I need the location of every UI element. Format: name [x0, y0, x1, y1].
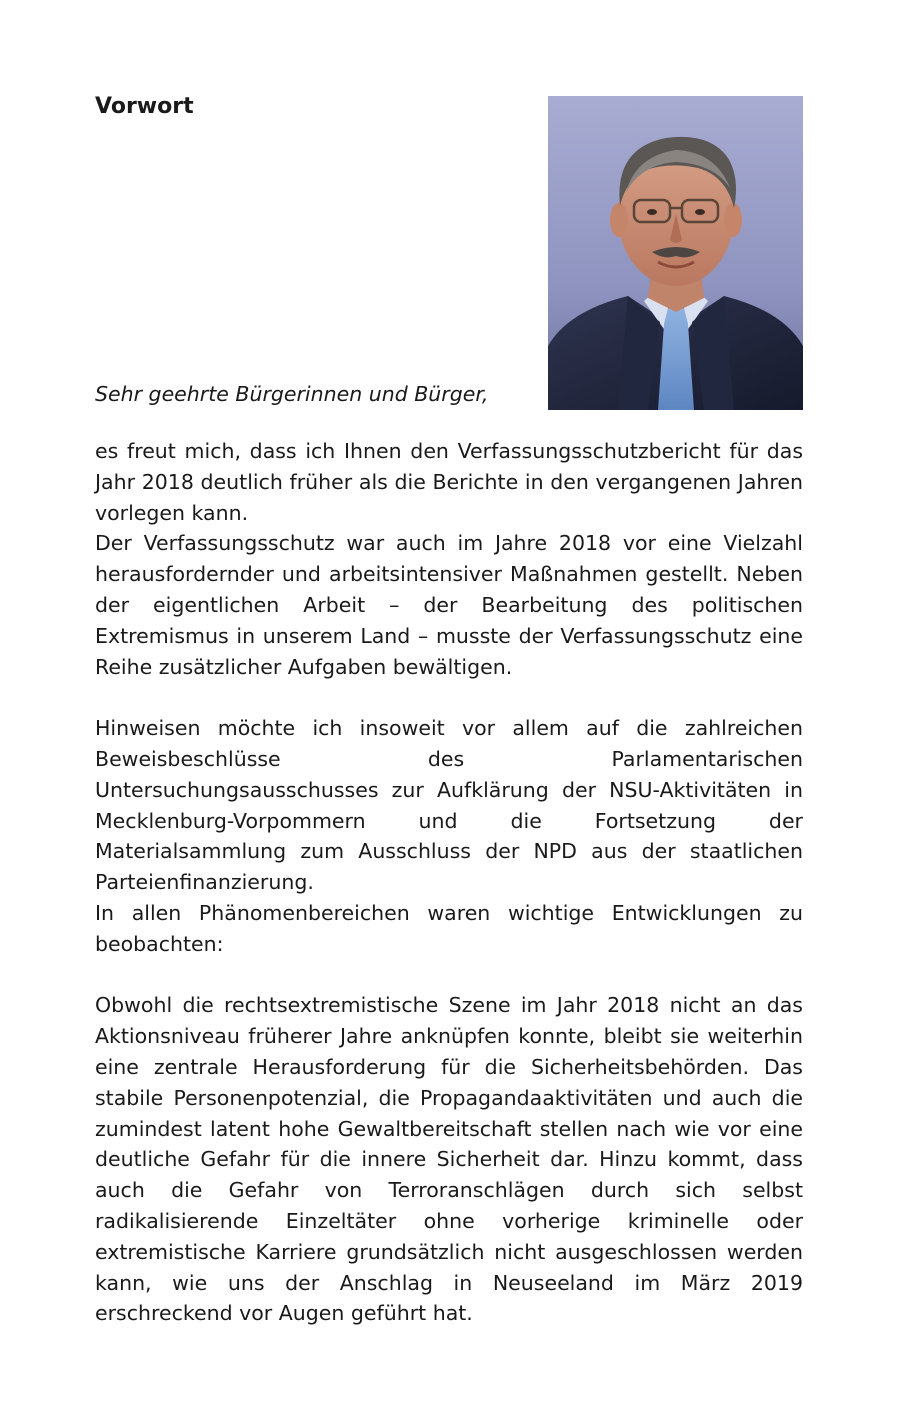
page-title: Vorwort [95, 94, 194, 119]
paragraph: Hinweisen möchte ich insoweit vor allem auf die zahlreichen Beweisbeschlüsse des Parlamentarischen Untersuchungsausschusses zur Aufklärung der NSU-Aktivitäten in Mecklenburg-Vorpommern und die Fortsetzung der Materialsammlung zum Ausschluss der NPD aus der staatlichen Parteienfinanzierung. [95, 716, 803, 895]
document-page [95, 0, 803, 1425]
paragraph: Der Verfassungsschutz war auch im Jahre 2018 vor eine Vielzahl herausfordernder und arbeitsintensiver Maßnahmen gestellt. Neben der eigentlichen Arbeit – der Bearbeitung des politischen Extremismus in unserem Land – musste der Verfassungsschutz eine Reihe zusätzlicher Aufgaben bewältigen. [95, 531, 803, 679]
portrait-photo [548, 96, 803, 410]
body-text [95, 436, 803, 1329]
salutation: Sehr geehrte Bürgerinnen und Bürger, [95, 382, 489, 406]
paragraph: In allen Phänomenbereichen waren wichtige Entwicklungen zu beobachten: [95, 900, 803, 956]
paragraph: es freut mich, dass ich Ihnen den Verfassungsschutzbericht für das Jahr 2018 deutlich früher als die Berichte in den vergangenen Jahren vorlegen kann. [95, 439, 803, 525]
paragraph: Obwohl die rechtsextremistische Szene im Jahr 2018 nicht an das Aktionsniveau früherer Jahre anknüpfen konnte, bleibt sie weiterhin eine zentrale Herausforderung für die Sicherheitsbehörden. Das stabile Personenpotenzial, die Propagandaaktivitäten und auch die zumindest latent hohe Gewaltbereitschaft stellen nach wie vor eine deutliche Gefahr für die innere Sicherheit dar. Hinzu kommt, dass auch die Gefahr von Terroranschlägen durch sich selbst radikalisierende Einzeltäter ohne vorherige kriminelle oder extremistische Karriere grundsätzlich nicht ausgeschlossen werden kann, wie uns der Anschlag in Neuseeland im März 2019 erschreckend vor Augen geführt hat. [95, 993, 803, 1326]
